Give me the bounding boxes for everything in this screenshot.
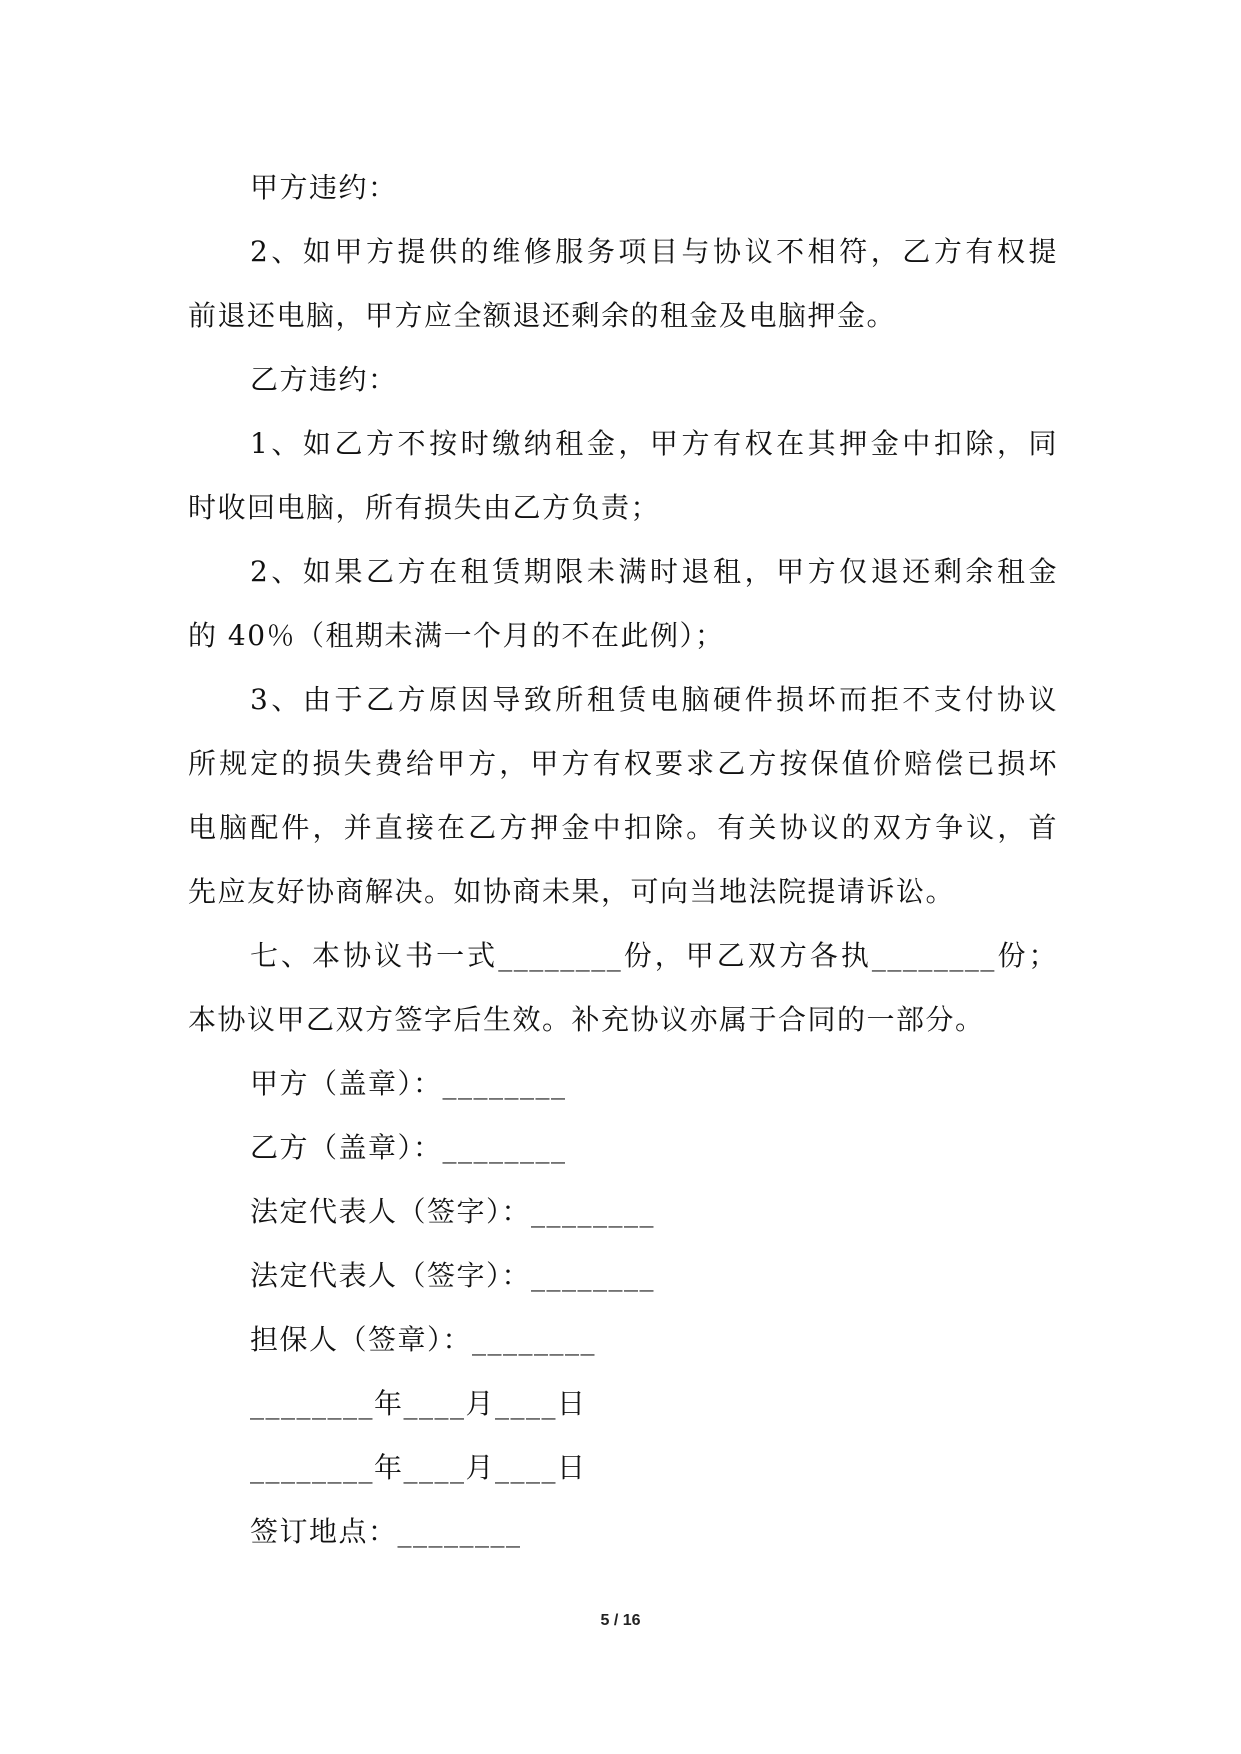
paragraph-line: 2、如甲方提供的维修服务项目与协议不相符，乙方有权提 [250, 235, 1058, 268]
clause-seven-line: 七、本协议书一式________份，甲乙双方各执________份； [250, 939, 1058, 972]
clause-seven-line: 本协议甲乙双方签字后生效。补充协议亦属于合同的一部分。 [188, 1003, 985, 1036]
paragraph-line: 先应友好协商解决。如协商未果，可向当地法院提请诉讼。 [188, 875, 956, 908]
legal-representative-signature-field: 法定代表人（签字）：________ [250, 1259, 656, 1292]
party-a-seal-field: 甲方（盖章）：________ [250, 1067, 567, 1100]
page-number: 5 / 16 [600, 1612, 641, 1629]
paragraph-line: 所规定的损失费给甲方，甲方有权要求乙方按保值价赔偿已损坏 [188, 747, 1058, 780]
paragraph-line: 3、由于乙方原因导致所租赁电脑硬件损坏而拒不支付协议 [250, 683, 1058, 716]
heading-party-b-breach: 乙方违约： [250, 363, 398, 396]
paragraph-line: 前退还电脑，甲方应全额退还剩余的租金及电脑押金。 [188, 299, 897, 332]
paragraph-line: 电脑配件，并直接在乙方押金中扣除。有关协议的双方争议，首 [188, 811, 1058, 844]
heading-party-a-breach: 甲方违约： [250, 171, 398, 204]
date-field: ________年____月____日 [250, 1387, 587, 1420]
document-body [188, 156, 1058, 1564]
party-b-seal-field: 乙方（盖章）：________ [250, 1131, 567, 1164]
date-field: ________年____月____日 [250, 1451, 587, 1484]
paragraph-line: 的 40％（租期未满一个月的不在此例）； [188, 619, 725, 652]
guarantor-seal-field: 担保人（签章）：________ [250, 1323, 597, 1356]
legal-representative-signature-field: 法定代表人（签字）：________ [250, 1195, 656, 1228]
paragraph-line: 时收回电脑，所有损失由乙方负责； [188, 491, 661, 524]
signing-location-field: 签订地点：________ [250, 1515, 522, 1548]
paragraph-line: 1、如乙方不按时缴纳租金，甲方有权在其押金中扣除，同 [250, 427, 1058, 460]
paragraph-line: 2、如果乙方在租赁期限未满时退租，甲方仅退还剩余租金 [250, 555, 1058, 588]
